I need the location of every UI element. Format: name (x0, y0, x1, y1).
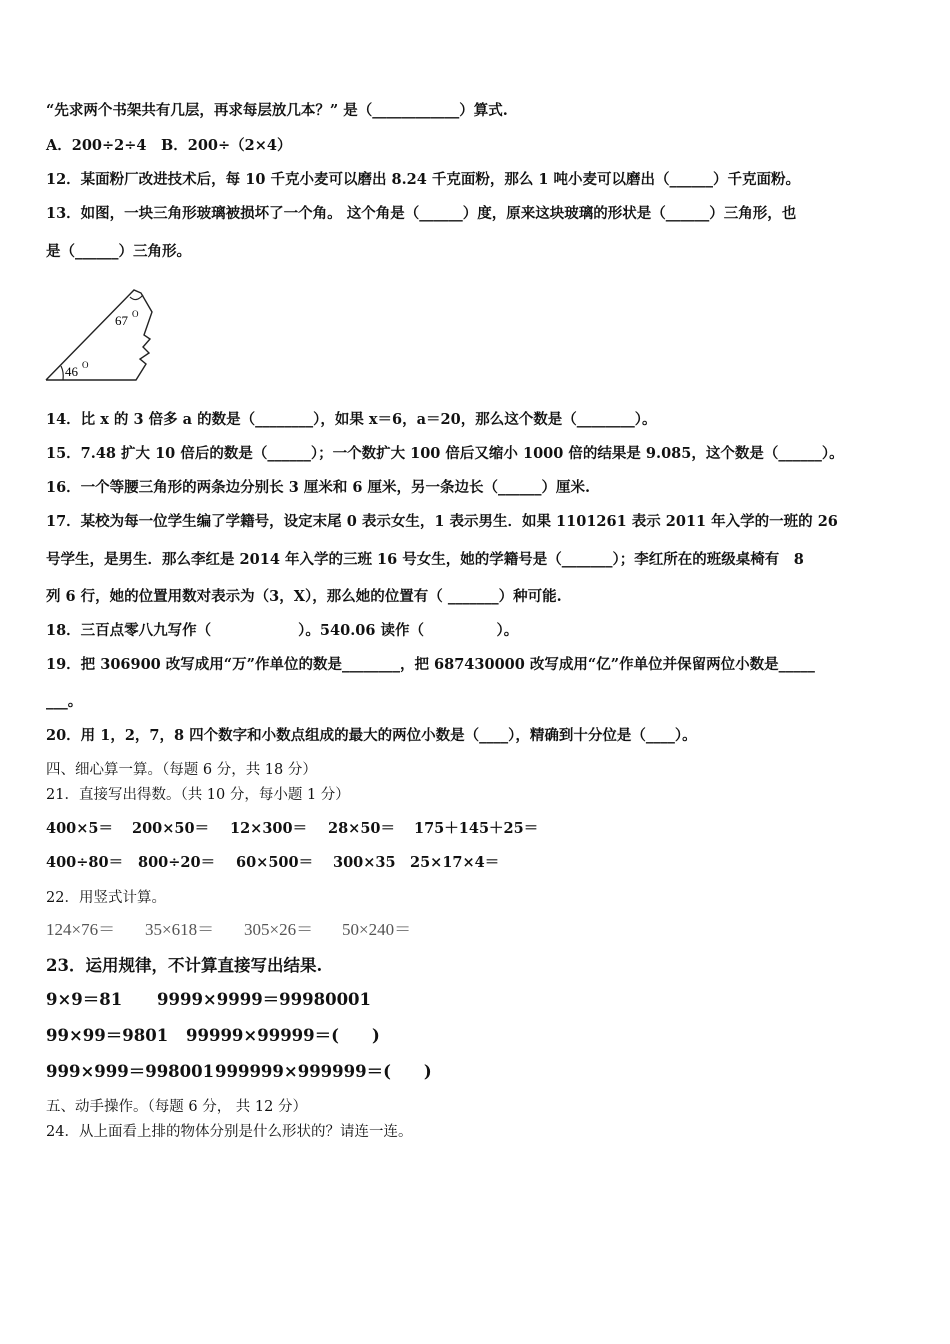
pattern-item: 9999×9999＝99980001 (157, 990, 372, 1009)
pattern-item: 99999×99999＝( ) (186, 1026, 380, 1045)
question-13-line2: 是（______）三角形。 (46, 243, 191, 260)
pattern-item: 999999×999999＝( ) (215, 1062, 432, 1081)
pattern-row-1 (46, 990, 371, 1010)
calc-item: 800÷20＝ (138, 854, 216, 871)
broken-triangle-figure (44, 285, 164, 385)
angle-67-label: 67 (115, 313, 128, 328)
calc-item: 200×50＝ (132, 820, 210, 837)
question-14: 14．比 x 的 3 倍多 a 的数是（________），如果 x＝6，a＝20，那么这个数是（________）。 (46, 411, 657, 428)
calc-item: 300×35 (333, 854, 396, 871)
pattern-row-3 (46, 1062, 432, 1082)
question-24: 24．从上面看上排的物体分别是什么形状的？请连一连。 (46, 1124, 413, 1140)
vertical-calc-row (46, 920, 411, 940)
question-20: 20．用 1，2，7，8 四个数字和小数点组成的最大的两位小数是（____），精确到十分位是（____）。 (46, 727, 697, 744)
question-23: 23．运用规律，不计算直接写出结果. (46, 956, 323, 975)
q11-line1: “先求两个书架共有几层，再求每层放几本？” 是（____________）算式. (46, 102, 508, 119)
question-17-line1: 17．某校为每一位学生编了学籍号，设定末尾 0 表示女生，1 表示男生．如果 1101261 表示 2011 年入学的一班的 26 (46, 513, 838, 530)
calc-row-2 (46, 853, 499, 873)
question-15: 15．7.48 扩大 10 倍后的数是（______）；一个数扩大 100 倍后又缩小 1000 倍的结果是 9.085，这个数是（______）。 (46, 445, 844, 462)
calc-item: 35×618＝ (145, 920, 215, 939)
question-17-line2: 号学生，是男生．那么李红是 2014 年入学的三班 16 号女生，她的学籍号是（_______）；李红所在的班级桌椅有 8 (46, 551, 804, 568)
calc-row-1 (46, 819, 538, 839)
calc-item: 25×17×4＝ (410, 854, 500, 871)
question-13-line1: 13．如图，一块三角形玻璃被损坏了一个角。 这个角是（______）度，原来这块玻璃的形状是（______）三角形，也 (46, 205, 797, 222)
calc-item: 400×5＝ (46, 820, 114, 837)
calc-item: 50×240＝ (342, 920, 412, 939)
pattern-item: 999×999＝998001 (46, 1062, 215, 1081)
degree-symbol: O (132, 309, 139, 319)
calc-item: 60×500＝ (236, 854, 314, 871)
angle-46-label: 46 (65, 364, 78, 379)
degree-symbol: O (82, 360, 89, 370)
calc-item: 305×26＝ (244, 920, 314, 939)
calc-item: 124×76＝ (46, 920, 116, 939)
section-5-heading: 五、动手操作。（每题 6 分， 共 12 分） (46, 1099, 307, 1115)
calc-item: 400÷80＝ (46, 854, 124, 871)
question-19-line2: ___。 (46, 693, 83, 710)
question-16: 16．一个等腰三角形的两条边分别长 3 厘米和 6 厘米，另一条边长（______）厘米. (46, 479, 591, 496)
question-21: 21．直接写出得数。（共 10 分，每小题 1 分） (46, 787, 350, 803)
calc-item: 12×300＝ (230, 820, 308, 837)
pattern-row-2 (46, 1026, 380, 1046)
q11-options: A．200÷2÷4 B．200÷（2×4） (46, 137, 292, 154)
question-18: 18．三百点零八九写作（ ）。540.06 读作（ ）。 (46, 622, 519, 639)
question-17-line3: 列 6 行，她的位置用数对表示为（3，X），那么她的位置有（ _______）种可能. (46, 588, 562, 605)
question-19-line1: 19．把 306900 改写成用“万”作单位的数是________，把 687430000 改写成用“亿”作单位并保留两位小数是_____ (46, 656, 815, 673)
question-12: 12．某面粉厂改进技术后，每 10 千克小麦可以磨出 8.24 千克面粉，那么 1 吨小麦可以磨出（______）千克面粉。 (46, 171, 801, 188)
section-4-heading: 四、细心算一算。（每题 6 分，共 18 分） (46, 762, 317, 778)
pattern-item: 99×99＝9801 (46, 1026, 169, 1045)
pattern-item: 9×9＝81 (46, 990, 123, 1009)
calc-item: 175＋145＋25＝ (414, 820, 539, 837)
calc-item: 28×50＝ (328, 820, 396, 837)
question-22: 22．用竖式计算。 (46, 890, 166, 906)
